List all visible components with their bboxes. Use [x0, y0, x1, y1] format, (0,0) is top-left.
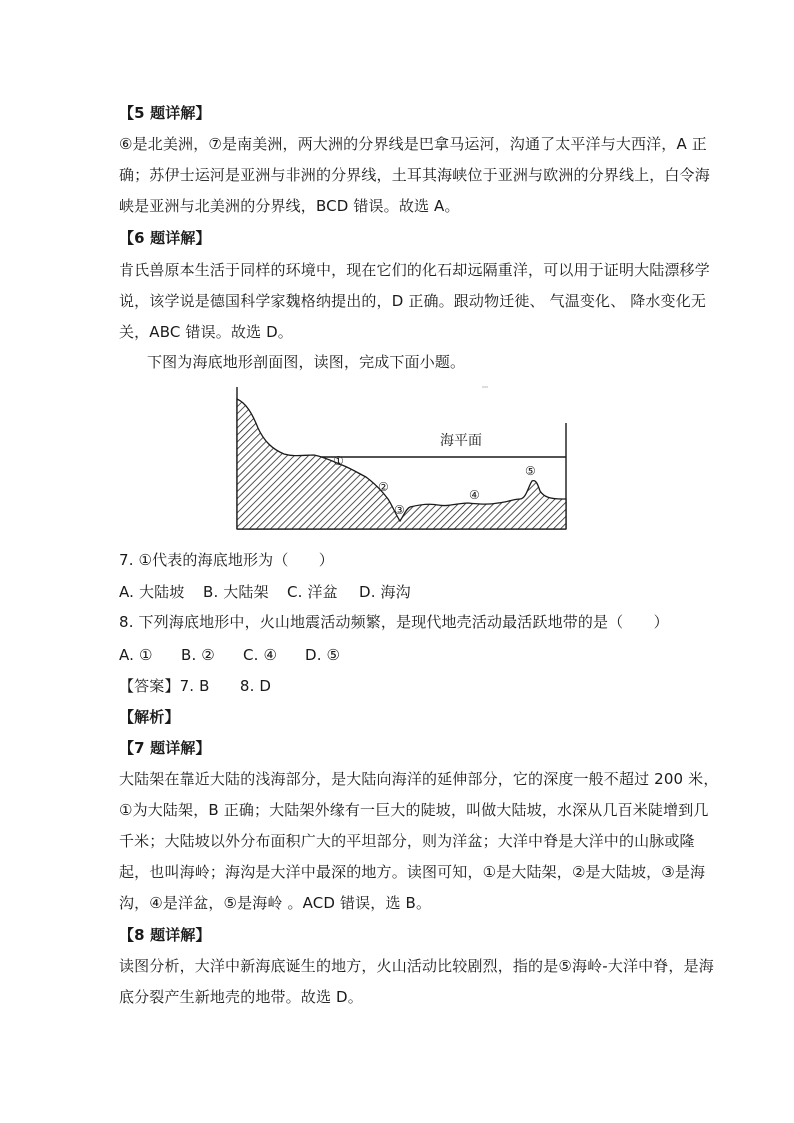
analysis-heading: 【解析】	[119, 708, 180, 726]
section-5-line: 确；苏伊士运河是亚洲与非洲的分界线，土耳其海峡位于亚洲与欧洲的分界线上，白令海	[119, 166, 710, 184]
section-5-heading: 【5 题详解】	[119, 104, 211, 122]
marker-1: ①	[333, 454, 344, 468]
figure-intro: 下图为海底地形剖面图，读图，完成下面小题。	[147, 353, 466, 371]
section-7-line: 大陆架在靠近大陆的浅海部分，是大陆向海洋的延伸部分，它的深度一般不超过 200 米，	[119, 770, 719, 788]
option-d: D. 海沟	[359, 583, 411, 601]
question-8-options	[119, 645, 340, 665]
section-6-line: 关，ABC 错误。故选 D。	[119, 323, 293, 341]
answer-line: 【答案】7. B 8. D	[119, 677, 272, 695]
option-c: C. 洋盆	[287, 583, 338, 601]
option-a: A. ①	[119, 646, 153, 664]
section-5-line: ⑥是北美洲，⑦是南美洲，两大洲的分界线是巴拿马运河，沟通了太平洋与大西洋，A 正	[119, 135, 707, 153]
section-7-line: ①为大陆架，B 正确；大陆架外缘有一巨大的陡坡，叫做大陆坡，水深从几百米陡增到几	[119, 801, 709, 819]
option-c: C. ④	[243, 646, 278, 664]
question-7-options	[119, 582, 411, 602]
sea-level-label: 海平面	[440, 432, 482, 448]
option-d: D. ⑤	[305, 646, 341, 664]
marker-5: ⑤	[525, 464, 536, 478]
section-7-heading: 【7 题详解】	[119, 739, 211, 757]
section-6-heading: 【6 题详解】	[119, 229, 211, 247]
option-a: A. 大陆坡	[119, 583, 185, 601]
section-5-line: 峡是亚洲与北美洲的分界线，BCD 错误。故选 A。	[119, 197, 460, 215]
section-8-line: 底分裂产生新地壳的地带。故选 D。	[119, 988, 363, 1006]
section-6-line: 说，该学说是德国科学家魏格纳提出的，D 正确。跟动物迁徙、 气温变化、 降水变化无	[119, 292, 707, 310]
section-8-heading: 【8 题详解】	[119, 926, 211, 944]
section-7-line: 千米；大陆坡以外分布面积广大的平坦部分，则为洋盆；大洋中脊是大洋中的山脉或隆	[119, 832, 695, 850]
question-7-stem: 7. ①代表的海底地形为（ ）	[119, 551, 334, 569]
section-6-line: 肯氏兽原本生活于同样的环境中，现在它们的化石却远隔重洋，可以用于证明大陆漂移学	[119, 261, 710, 279]
section-7-line: 沟，④是洋盆，⑤是海岭 。ACD 错误，选 B。	[119, 894, 432, 912]
section-7-line: 起，也叫海岭；海沟是大洋中最深的地方。读图可知，①是大陆架，②是大陆坡，③是海	[119, 863, 706, 881]
marker-2: ②	[378, 480, 389, 494]
seafloor-profile-figure	[232, 383, 572, 533]
section-8-line: 读图分析，大洋中新海底诞生的地方，火山活动比较剧烈，指的是⑤海岭-大洋中脊，是海	[119, 957, 714, 975]
option-b: B. 大陆架	[203, 583, 269, 601]
marker-3: ③	[394, 503, 405, 517]
question-8-stem: 8. 下列海底地形中，火山地震活动频繁，是现代地壳活动最活跃地带的是（ ）	[119, 613, 669, 631]
option-b: B. ②	[181, 646, 215, 664]
marker-4: ④	[469, 488, 480, 502]
